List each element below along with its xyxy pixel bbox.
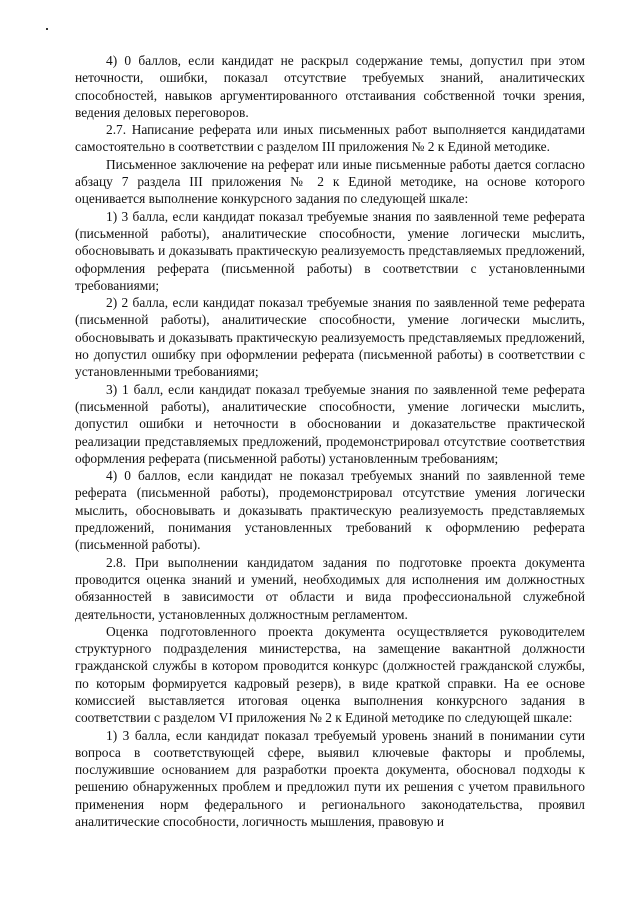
paragraph-essay-0-points: 4) 0 баллов, если кандидат не показал требуемых знаний по заявленной теме реферата (письменной работы), продемонстрировал отсутствие умения логически мыслить, обосновывать и доказывать практическую реализуемость представляемых предложений, понимания установленных требований к оформлению реферата (письменной работы). [75, 468, 585, 553]
paragraph-item-4-zero-points-topic: 4) 0 баллов, если кандидат не раскрыл содержание темы, допустил при этом неточности, ошибки, показал отсутствие требуемых знаний, аналитических способностей, навыков аргументированного отстаивания собственной точки зрения, ведения деловых переговоров. [75, 53, 585, 120]
paragraph-2-7: 2.7. Написание реферата или иных письменных работ выполняется кандидатами самостоятельно в соответствии с разделом III приложения № 2 к Единой методике. [75, 122, 585, 155]
paragraph-written-conclusion: Письменное заключение на реферат или иные письменные работы дается согласно абзацу 7 раздела III приложения № 2 к Единой методике, на основе которого оценивается выполнение конкурсного задания по следующей шкале: [75, 156, 585, 207]
paragraph-draft-3-points: 1) 3 балла, если кандидат показал требуемый уровень знаний в понимании сути вопроса в соответствующей сфере, выявил ключевые факторы и проблемы, послужившие основанием для разработки проекта документа, обосновал подходы к решению обнаруженных проблем и предложил пути их решения с учетом правильного применения норм федерального и регионального законодательства, проявил аналитические способности, логичность мышления, правовую и [75, 727, 585, 830]
paragraph-essay-3-points: 1) 3 балла, если кандидат показал требуемые знания по заявленной теме реферата (письменной работы), аналитические способности, умение логически мыслить, обосновывать и доказывать практическую реализуемость представляемых предложений, оформления реферата (письменной работы) в соответствии с установленными требованиями; [75, 208, 585, 293]
paragraph-2-8: 2.8. При выполнении кандидатом задания по подготовке проекта документа проводится оценка знаний и умений, необходимых для исполнения им должностных обязанностей в зависимости от области и вида профессиональной служебной деятельности, установленных должностным регламентом. [75, 554, 585, 622]
document-body [75, 52, 585, 830]
scan-speck [46, 28, 48, 30]
paragraph-essay-1-point: 3) 1 балл, если кандидат показал требуемые знания по заявленной теме реферата (письменной работы), аналитические способности, умение логически мыслить, допустил ошибки и неточности в обосновании и доказательстве практической реализации представляемых предложений, продемонстрировал отсутствие соответствия оформления реферата (письменной работы) установленным требованиям; [75, 381, 585, 466]
paragraph-draft-evaluation: Оценка подготовленного проекта документа осуществляется руководителем структурного подразделения министерства, на замещение вакантной должности гражданской службы в котором проводится конкурс (должностей гражданской службы, по которым формируется кадровый резерв), в виде краткой справки. На ее основе комиссией выставляется итоговая оценка выполнения конкурсного задания в соответствии с разделом VI приложения № 2 к Единой методике по следующей шкале: [75, 623, 585, 726]
paragraph-essay-2-points: 2) 2 балла, если кандидат показал требуемые знания по заявленной теме реферата (письменной работы), аналитические способности, умение логически мыслить, обосновывать и доказывать практическую реализуемость представляемых предложений, но допустил ошибку при оформлении реферата (письменной работы) в соответствии с установленными требованиями; [75, 295, 585, 380]
